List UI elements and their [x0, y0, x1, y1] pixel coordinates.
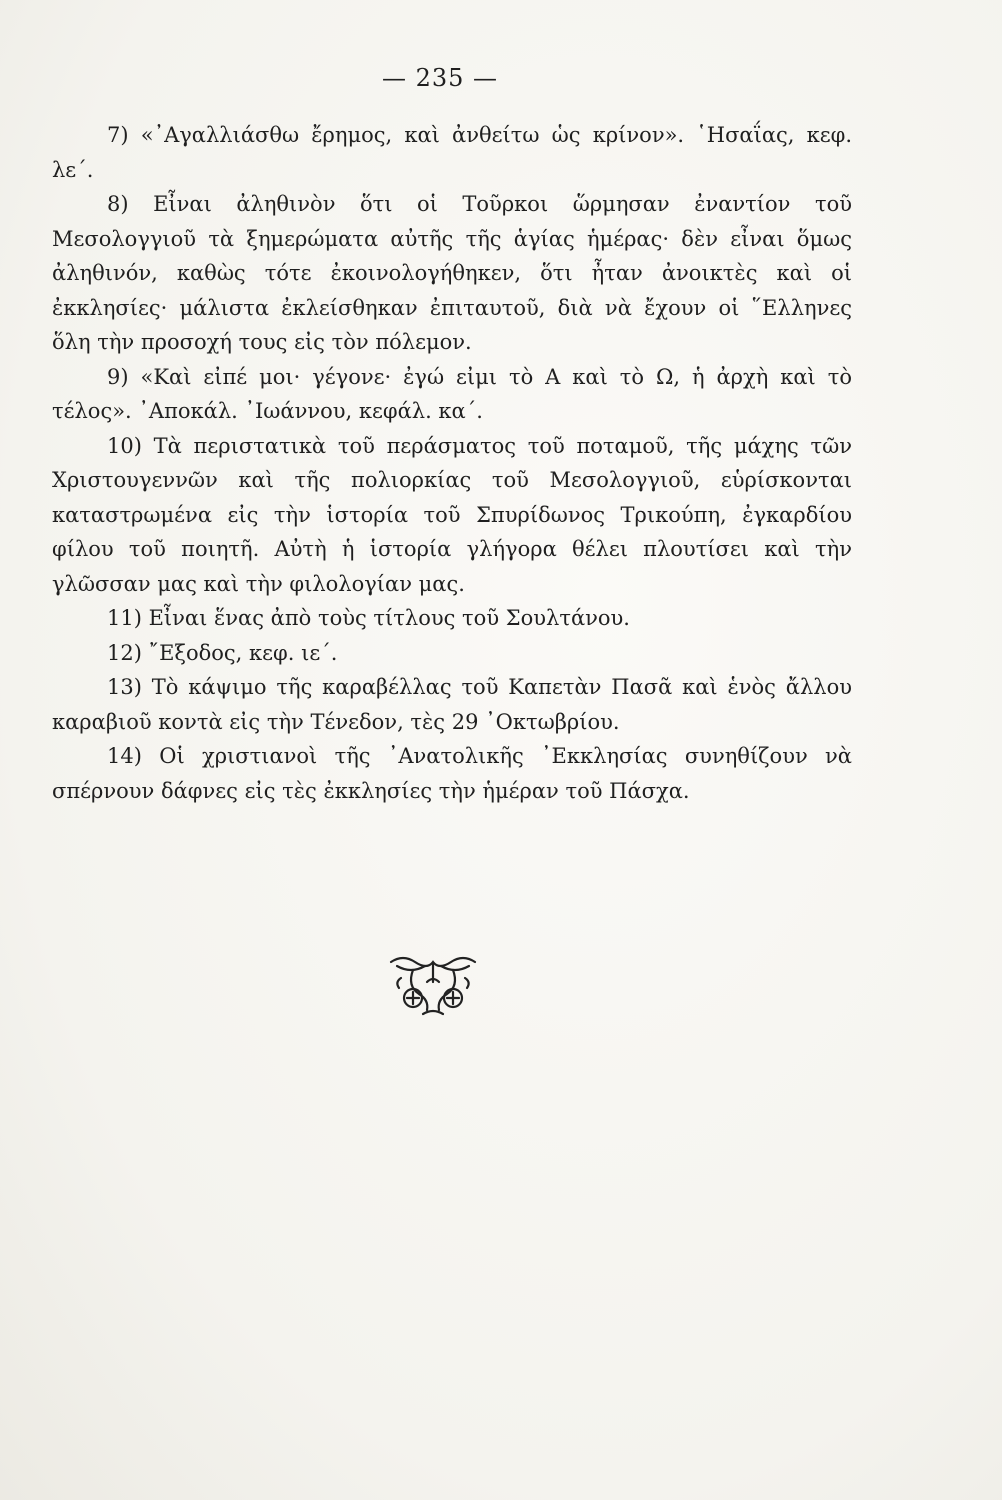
note-13: 13) Τὸ κάψιμο τῆς καραβέλλας τοῦ Καπετὰν Πασᾶ καὶ ἑνὸς ἄλλου καραβιοῦ κοντὰ εἰς τὴν Τένεδον, τὲς 29 ᾿Οκτωβρίου.: [52, 675, 852, 734]
note-8: 8) Εἶναι ἀληθινὸν ὅτι οἱ Τοῦρκοι ὥρμησαν ἐναντίον τοῦ Μεσολογγιοῦ τὰ ξημερώματα αὐτῆς τῆς ἁγίας ἡμέρας· δὲν εἶναι ὅμως ἀληθινόν, καθὼς τότε ἐκοινολογήθηκεν, ὅτι ἦταν ἀνοικτὲς καὶ οἱ ἐκκλησίες· μάλιστα ἐκλείσθηκαν ἐπιταυτοῦ, διὰ νὰ ἔχουν οἱ ῞Ελληνες ὅλη τὴν προσοχή τους εἰς τὸν πόλεμον.: [52, 192, 852, 354]
page-number: — 235 —: [381, 64, 499, 92]
note-11: 11) Εἶναι ἕνας ἀπὸ τοὺς τίτλους τοῦ Σουλτάνου.: [107, 606, 630, 630]
note-9: 9) «Καὶ εἰπέ μοι· γέγονε· ἐγώ εἰμι τὸ Α καὶ τὸ Ω, ἡ ἀρχὴ καὶ τὸ τέλος». ᾿Αποκάλ. ᾿Ιωάννου, κεφάλ. κα΄.: [52, 364, 852, 423]
floral-ornament-icon: [383, 952, 483, 1022]
note-7: 7) «᾿Αγαλλιάσθω ἔρημος, καὶ ἀνθείτω ὡς κρίνον». ῾Ησαΐας, κεφ. λε΄.: [52, 123, 852, 182]
note-10: 10) Τὰ περιστατικὰ τοῦ περάσματος τοῦ ποταμοῦ, τῆς μάχης τῶν Χριστουγεννῶν καὶ τῆς πολιορκίας τοῦ Μεσολογγιοῦ, εὑρίσκονται καταστρωμένα εἰς τὴν ἱστορία τοῦ Σπυρίδωνος Τρικούπη, ἐγκαρδίου φίλου τοῦ ποιητῆ. Αὐτὴ ἡ ἱστορία γλήγορα θέλει πλουτίσει καὶ τὴν γλῶσσαν μας καὶ τὴν φιλολογίαν μας.: [52, 433, 852, 596]
note-12: 12) ῎Εξοδος, κεφ. ιε΄.: [107, 640, 338, 665]
endnotes: [52, 118, 852, 808]
note-14: 14) Οἱ χριστιανοὶ τῆς ᾿Ανατολικῆς ᾿Εκκλησίας συνηθίζουν νὰ σπέρνουν δάφνες εἰς τὲς ἐκκλησίες τὴν ἡμέραν τοῦ Πάσχα.: [52, 744, 852, 803]
